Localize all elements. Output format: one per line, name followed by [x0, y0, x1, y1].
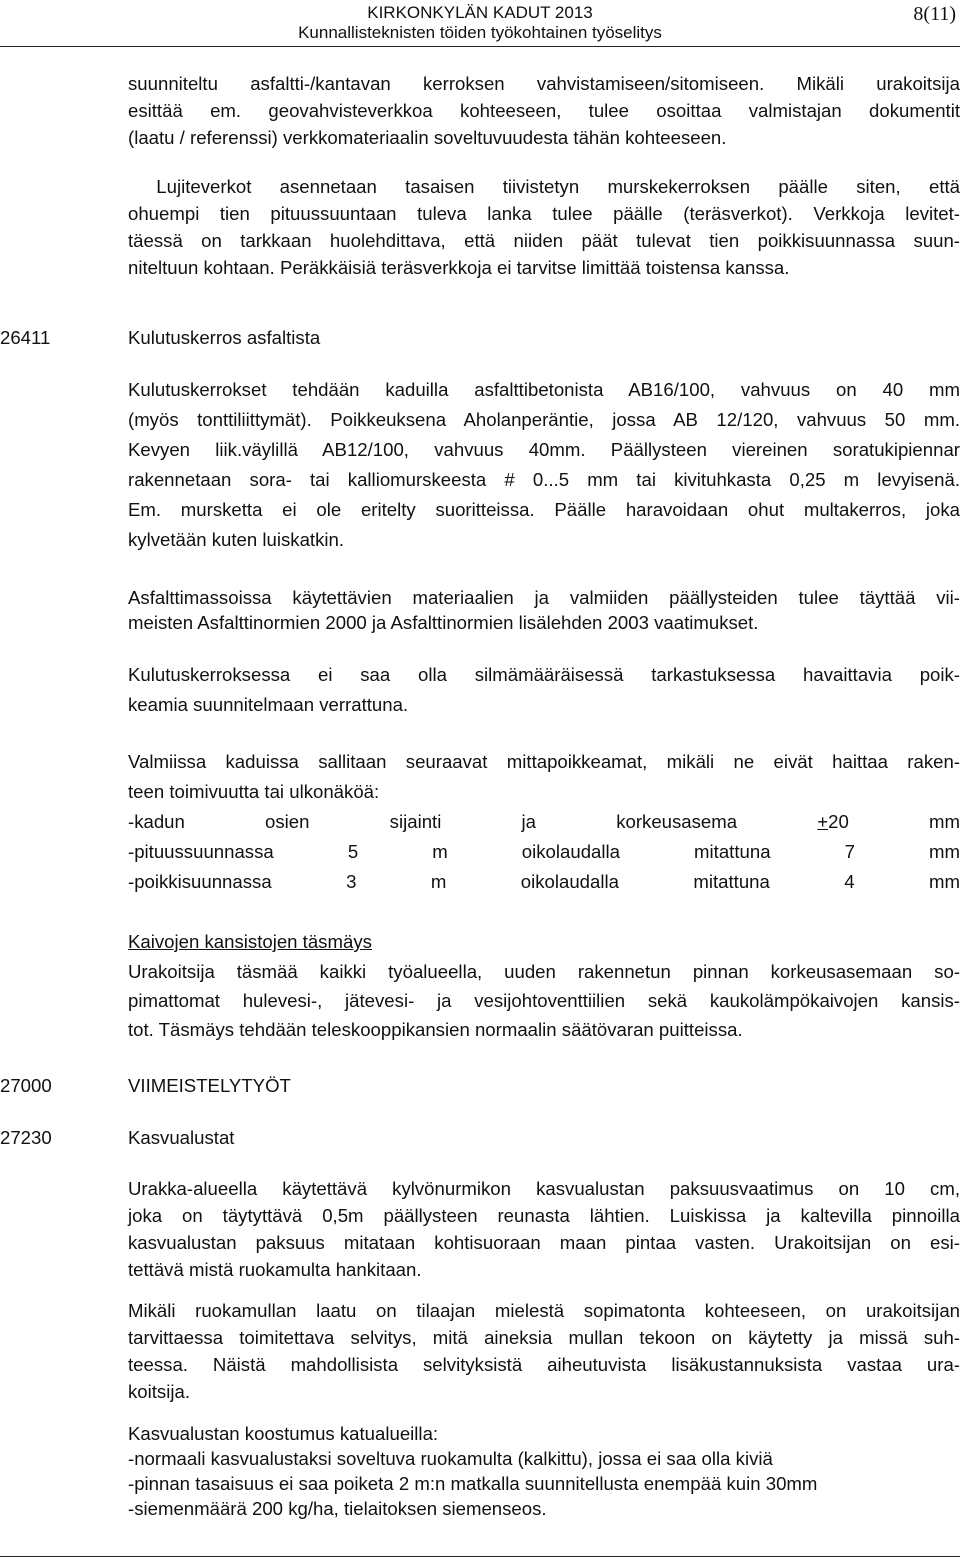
text-line: tettävä mistä ruokamulta hankitaan.	[128, 1259, 422, 1280]
text-line: pimattomat hulevesi-, jätevesi- ja vesijohtoventtiilien sekä kaukolämpökaivojen kansis-	[128, 990, 960, 1011]
text-line: joka on täytyttävä 0,5m päällysteen reunasta lähtien. Luiskissa ja kaltevilla pinnoilla	[128, 1205, 960, 1226]
text-line: niteltuun kohtaan. Peräkkäisiä teräsverkkoja ei tarvitse limittää toistensa kanssa.	[128, 257, 790, 278]
text-line: Valmiissa kaduissa sallitaan seuraavat mittapoikkeamat, mikäli ne eivät haittaa raken-	[128, 751, 960, 772]
header-rule	[0, 46, 960, 47]
kasvualusta-paragraph	[128, 1175, 960, 1283]
section-title-27230: Kasvualustat	[128, 1127, 235, 1148]
kaivo-heading: Kaivojen kansistojen täsmäys	[128, 931, 372, 952]
koostumus-list	[128, 1421, 960, 1521]
document-subtitle: Kunnallisteknisten töiden työkohtainen työselitys	[298, 23, 662, 42]
text-line: (myös tonttiliittymät). Poikkeuksena Aholanperäntie, jossa AB 12/120, vahvuus 50 mm.	[128, 409, 960, 430]
list-item: -normaali kasvualustaksi soveltuva ruokamulta (kalkittu), jossa ei saa olla kiviä	[128, 1448, 773, 1469]
list-heading: Kasvualustan koostumus katualueilla:	[128, 1423, 439, 1444]
section-code-26411: 26411	[0, 327, 51, 348]
text-line: ohuempi tien pituussuuntaan tuleva lanka tulee päälle (teräsverkot). Verkkoja levitet-	[128, 203, 960, 224]
tolerance-item: -pituussuunnassa 5 m oikolaudalla mitattuna 7 mm	[128, 841, 960, 862]
text-line: tot. Täsmäys tehdään teleskooppikansien normaalin säätövaran puitteissa.	[128, 1019, 743, 1040]
tolerances-paragraph	[128, 747, 960, 897]
text-line: suunniteltu asfaltti-/kantavan kerroksen vahvistamiseen/sitomiseen. Mikäli urakoitsija	[128, 73, 960, 94]
text-line: kasvualustan paksuus mitataan kohtisuoraan maan pintaa vasten. Urakoitsijan on esi-	[128, 1232, 960, 1253]
list-item: -siemenmäärä 200 kg/ha, tielaitoksen siemenseos.	[128, 1498, 547, 1519]
text-line: tarvittaessa toimitettava selvitys, mitä aineksia mullan tekoon on käytetty ja missä suh-	[128, 1327, 960, 1348]
text-line: rakennetaan sora- tai kalliomurskeesta # 0...5 mm tai kivituhkasta 0,25 m levyisenä.	[128, 469, 960, 490]
text-line: Urakka-alueella käytettävä kylvönurmikon kasvualustan paksuusvaatimus on 10 cm,	[128, 1178, 960, 1199]
section-title-27000: VIIMEISTELYTYÖT	[128, 1075, 291, 1096]
plus-minus-sign: +	[817, 811, 829, 832]
text-line: esittää em. geovahvisteverkkoa kohteeseen, tulee osoittaa valmistajan dokumentit	[128, 100, 960, 121]
text-line: meisten Asfalttinormien 2000 ja Asfalttinormien lisälehden 2003 vaatimukset.	[128, 612, 759, 633]
ruokamulta-paragraph	[128, 1297, 960, 1405]
text-line: (laatu / referenssi) verkkomateriaalin soveltuvuudesta tähän kohteeseen.	[128, 127, 727, 148]
text-line: Mikäli ruokamullan laatu on tilaajan mielestä sopimatonta kohteeseen, on urakoitsijan	[128, 1300, 960, 1321]
kaivo-paragraph	[128, 957, 960, 1044]
lujiteverkot-paragraph	[128, 173, 960, 281]
text-line: Kulutuskerroksessa ei saa olla silmämääräisessä tarkastuksessa havaittavia poik-	[128, 664, 960, 685]
text-line: Urakoitsija täsmää kaikki työalueella, uuden rakennetun pinnan korkeusasemaan so-	[128, 961, 960, 982]
section-code-27000: 27000	[0, 1075, 52, 1096]
asphalt-norms-paragraph	[128, 585, 960, 635]
footer-rule	[0, 1556, 960, 1557]
text-line: koitsija.	[128, 1381, 191, 1402]
section-title-26411: Kulutuskerros asfaltista	[128, 327, 321, 348]
text-line: Asfalttimassoissa käytettävien materiaalien ja valmiiden päällysteiden tulee täyttää vii-	[128, 587, 960, 608]
section-code-27230: 27230	[0, 1127, 52, 1148]
page-number: 8(11)	[913, 3, 956, 25]
text-line: Lujiteverkot asennetaan tasaisen tiivistetyn murskekerroksen päälle siten, että	[128, 176, 960, 197]
intro-paragraph	[128, 70, 960, 151]
document-title: KIRKONKYLÄN KADUT 2013	[367, 3, 593, 22]
text-line: Kevyen liik.väylillä AB12/100, vahvuus 40mm. Päällysteen viereinen soratukipiennar	[128, 439, 960, 460]
tolerance-item: -kadun osien sijainti ja korkeusasema +20 mm	[128, 811, 960, 832]
list-item: -pinnan tasaisuus ei saa poiketa 2 m:n matkalla suunnitellusta enempää kuin 30mm	[128, 1473, 818, 1494]
text-line: kylvetään kuten luiskatkin.	[128, 529, 345, 550]
text-line: teessa. Näistä mahdollisista selvityksistä aiheutuvista lisäkustannuksista vastaa ura-	[128, 1354, 960, 1375]
text-line: Em. mursketta ei ole eritelty suoritteissa. Päälle haravoidaan ohut multakerros, joka	[128, 499, 960, 520]
text-line: keamia suunnitelmaan verrattuna.	[128, 694, 409, 715]
text-line: täessä on tarkkaan huolehdittava, että niiden päät tulevat tien poikkisuunnassa suun-	[128, 230, 960, 251]
asphalt-paragraph	[128, 375, 960, 555]
inspection-paragraph	[128, 660, 960, 720]
text-line: teen toimivuutta tai ulkonäköä:	[128, 781, 380, 802]
text-line: Kulutuskerrokset tehdään kaduilla asfalttibetonista AB16/100, vahvuus on 40 mm	[128, 379, 960, 400]
tolerance-item: -poikkisuunnassa 3 m oikolaudalla mitattuna 4 mm	[128, 871, 960, 892]
